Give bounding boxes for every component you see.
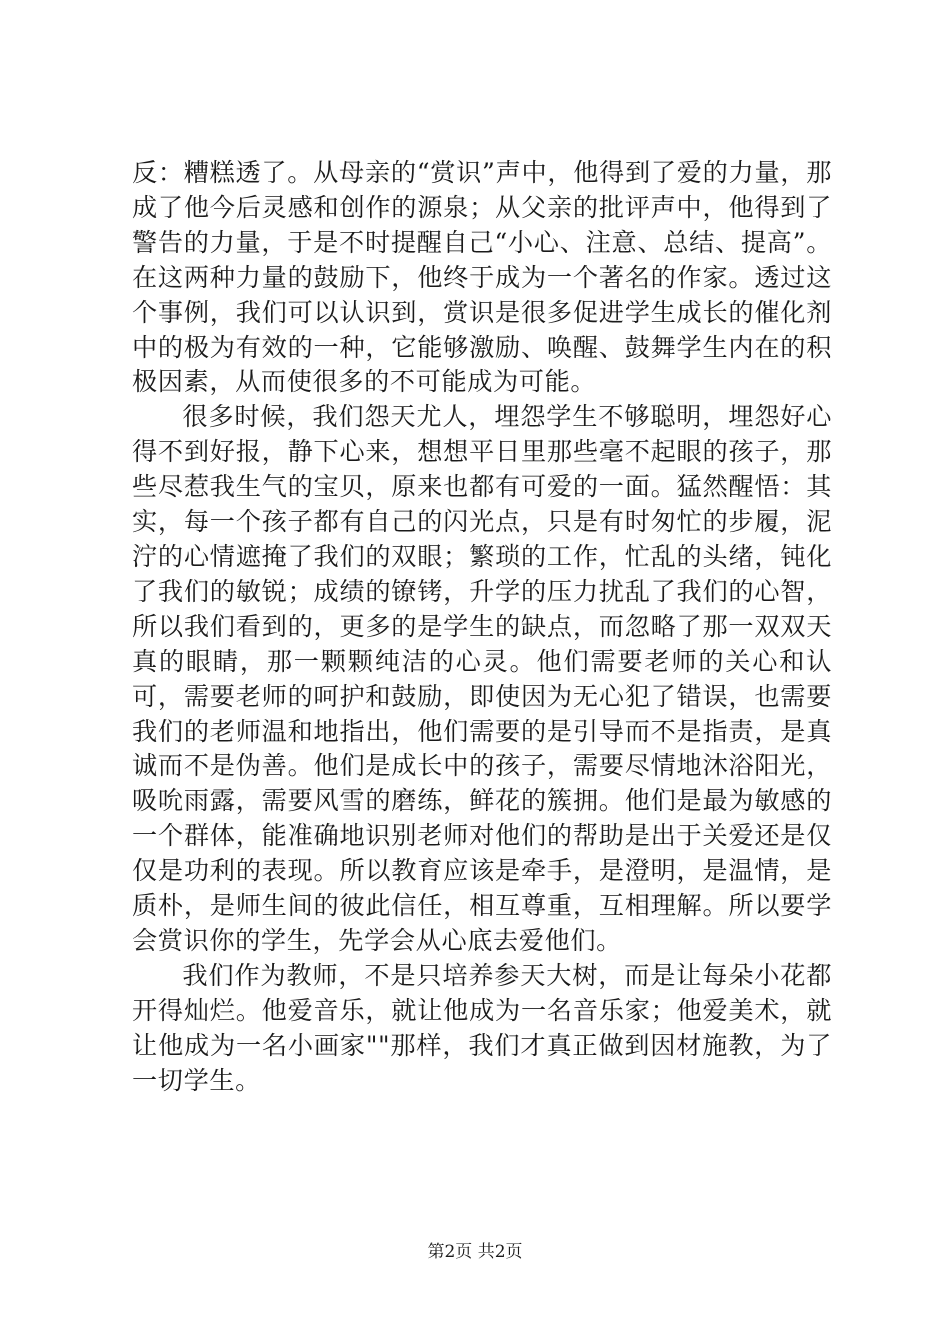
paragraph-2: 很多时候，我们怨天尤人，埋怨学生不够聪明，埋怨好心得不到好报，静下心来，想想平日里那些毫不起眼的孩子，那些尽惹我生气的宝贝，原来也都有可爱的一面。猛然醒悟：其实，每一个孩子都有自己的闪光点，只是有时匆忙的步履，泥泞的心情遮掩了我们的双眼；繁琐的工作，忙乱的头绪，钝化了我们的敏锐；成绩的镣铐，升学的压力扰乱了我们的心智，所以我们看到的，更多的是学生的缺点，而忽略了那一双双天真的眼睛，那一颗颗纯洁的心灵。他们需要老师的关心和认可，需要老师的呵护和鼓励，即使因为无心犯了错误，也需要我们的老师温和地指出，他们需要的是引导而不是指责，是真诚而不是伪善。他们是成长中的孩子，需要尽情地沐浴阳光，吸吮雨露，需要风雪的磨练，鲜花的簇拥。他们是最为敏感的一个群体，能准确地识别老师对他们的帮助是出于关爱还是仅仅是功利的表现。所以教育应该是牵手，是澄明，是温情，是质朴，是师生间的彼此信任，相互尊重，互相理解。所以要学会赏识你的学生，先学会从心底去爱他们。	[132, 402, 832, 955]
paragraph-1: 反：糟糕透了。从母亲的“赏识”声中，他得到了爱的力量，那成了他今后灵感和创作的源泉；从父亲的批评声中，他得到了警告的力量，于是不时提醒自己“小心、注意、总结、提高”。在这两种力量的鼓励下，他终于成为一个著名的作家。透过这个事例，我们可以认识到，赏识是很多促进学生成长的催化剂中的极为有效的一种，它能够激励、唤醒、鼓舞学生内在的积极因素，从而使很多的不可能成为可能。	[132, 158, 832, 397]
paragraph-3: 我们作为教师，不是只培养参天大树，而是让每朵小花都开得灿烂。他爱音乐，就让他成为一名音乐家；他爱美术，就让他成为一名小画家""那样，我们才真正做到因材施教，为了一切学生。	[132, 960, 832, 1095]
page-footer: 第2页 共2页	[427, 1242, 523, 1262]
body-text	[132, 156, 832, 1098]
